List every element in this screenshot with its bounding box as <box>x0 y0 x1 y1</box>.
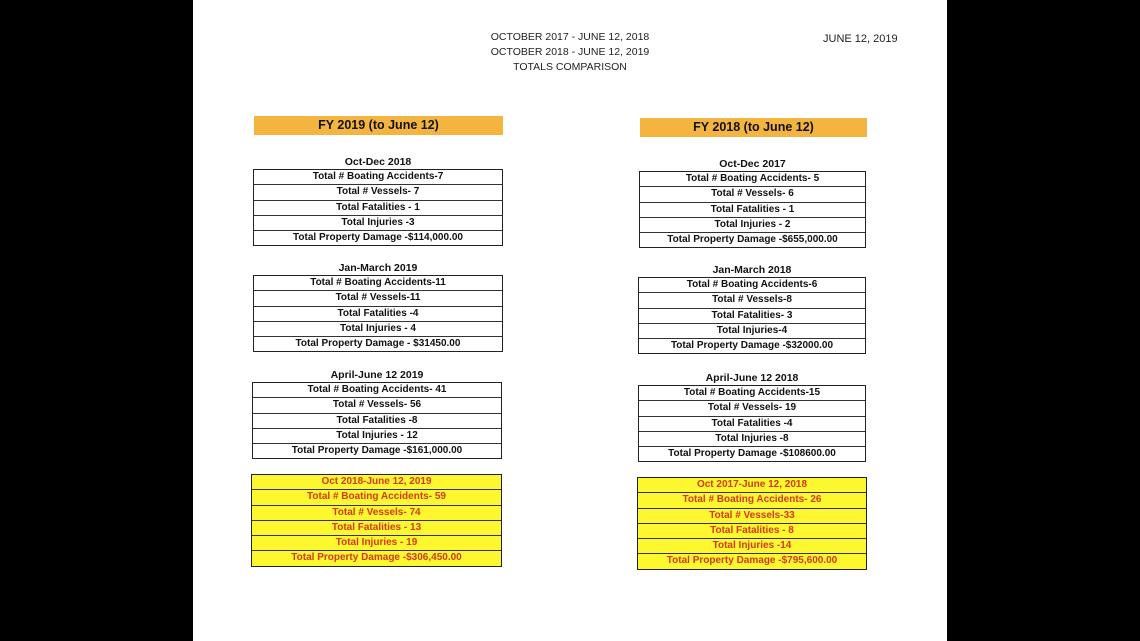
block-period: Jan-March 2019 <box>338 262 418 274</box>
left-q3-block <box>252 368 502 459</box>
table-row: Total Injuries -8 <box>639 431 865 446</box>
table-row: Total Injuries - 4 <box>254 321 502 336</box>
table-row: Total Injuries - 2 <box>640 217 865 232</box>
table-row: Total Property Damage -$795,600.00 <box>638 553 866 568</box>
table-row: Total Injuries-4 <box>639 323 865 338</box>
table-row: Total Fatalities - 13 <box>252 520 501 535</box>
table-row: Total # Vessels- 56 <box>253 397 501 412</box>
table-row: Total # Boating Accidents-15 <box>683 387 821 398</box>
table-row: Total Fatalities -4 <box>254 306 502 321</box>
block-period: April-June 12 2018 <box>705 372 799 384</box>
block-period: April-June 12 2019 <box>330 369 424 381</box>
header-line-1: OCTOBER 2017 - JUNE 12, 2018 <box>490 31 650 43</box>
block-period: Jan-March 2018 <box>712 264 792 276</box>
table-row: Total Property Damage -$306,450.00 <box>252 550 501 565</box>
total-period: Oct 2018-June 12, 2019 <box>321 476 432 487</box>
block-table <box>638 277 866 354</box>
table-row: Total Fatalities - 1 <box>640 202 865 217</box>
header-line-2: OCTOBER 2018 - JUNE 12, 2019 <box>490 46 650 58</box>
table-row: Total Property Damage -$655,000.00 <box>640 232 865 247</box>
report-date: JUNE 12, 2019 <box>823 33 898 45</box>
table-row: Total Fatalities - 8 <box>638 523 866 538</box>
table-row: Total Fatalities- 3 <box>639 308 865 323</box>
table-row: Total # Boating Accidents- 5 <box>685 173 820 184</box>
table-row: Total # Vessels- 7 <box>254 184 502 199</box>
table-row: Total # Boating Accidents- 41 <box>307 384 447 395</box>
table-row: Total Property Damage -$161,000.00 <box>253 443 501 458</box>
total-period: Oct 2017-June 12, 2018 <box>696 479 808 490</box>
table-row: Total Property Damage -$114,000.00 <box>254 230 502 245</box>
table-row: Total Fatalities -4 <box>639 416 865 431</box>
right-total-block <box>637 477 867 570</box>
table-row: Total # Vessels- 74 <box>252 505 501 520</box>
block-period: Oct-Dec 2017 <box>719 158 786 170</box>
left-q2-block <box>253 261 503 352</box>
table-row: Total Property Damage -$32000.00 <box>639 338 865 353</box>
table-row: Total # Boating Accidents-6 <box>686 279 818 290</box>
table-row: Total Property Damage - $31450.00 <box>254 336 502 351</box>
right-q1-block <box>639 157 866 248</box>
block-table <box>639 171 866 248</box>
left-total-block <box>251 474 502 567</box>
block-table <box>252 382 502 459</box>
table-row: Total Injuries - 19 <box>252 535 501 550</box>
table-row: Total # Vessels- 19 <box>639 400 865 415</box>
left-q1-block <box>253 155 503 246</box>
document-page <box>193 0 947 641</box>
table-row: Total Fatalities -8 <box>253 413 501 428</box>
block-table <box>638 385 866 462</box>
block-table <box>253 275 503 352</box>
block-period: Oct-Dec 2018 <box>344 156 412 168</box>
header-line-3: TOTALS COMPARISON <box>513 61 627 73</box>
table-row: Total # Boating Accidents-11 <box>310 277 446 288</box>
table-row: Total Property Damage -$108600.00 <box>639 446 865 461</box>
table-row: Total # Boating Accidents- 26 <box>638 492 866 507</box>
table-row: Total Fatalities - 1 <box>254 200 502 215</box>
table-row: Total Injuries -3 <box>254 215 502 230</box>
table-row: Total # Boating Accidents- 59 <box>252 489 501 504</box>
right-q3-block <box>638 371 866 462</box>
left-column-title: FY 2019 (to June 12) <box>254 116 503 135</box>
table-row: Total # Vessels-33 <box>638 508 866 523</box>
table-row: Total # Vessels-11 <box>254 290 502 305</box>
table-row: Total Injuries -14 <box>638 538 866 553</box>
right-column-title: FY 2018 (to June 12) <box>640 118 867 137</box>
block-table <box>253 169 503 246</box>
table-row: Total # Vessels- 6 <box>640 186 865 201</box>
table-row: Total # Boating Accidents-7 <box>312 171 444 182</box>
right-q2-block <box>638 263 866 354</box>
table-row: Total Injuries - 12 <box>253 428 501 443</box>
table-row: Total # Vessels-8 <box>639 292 865 307</box>
